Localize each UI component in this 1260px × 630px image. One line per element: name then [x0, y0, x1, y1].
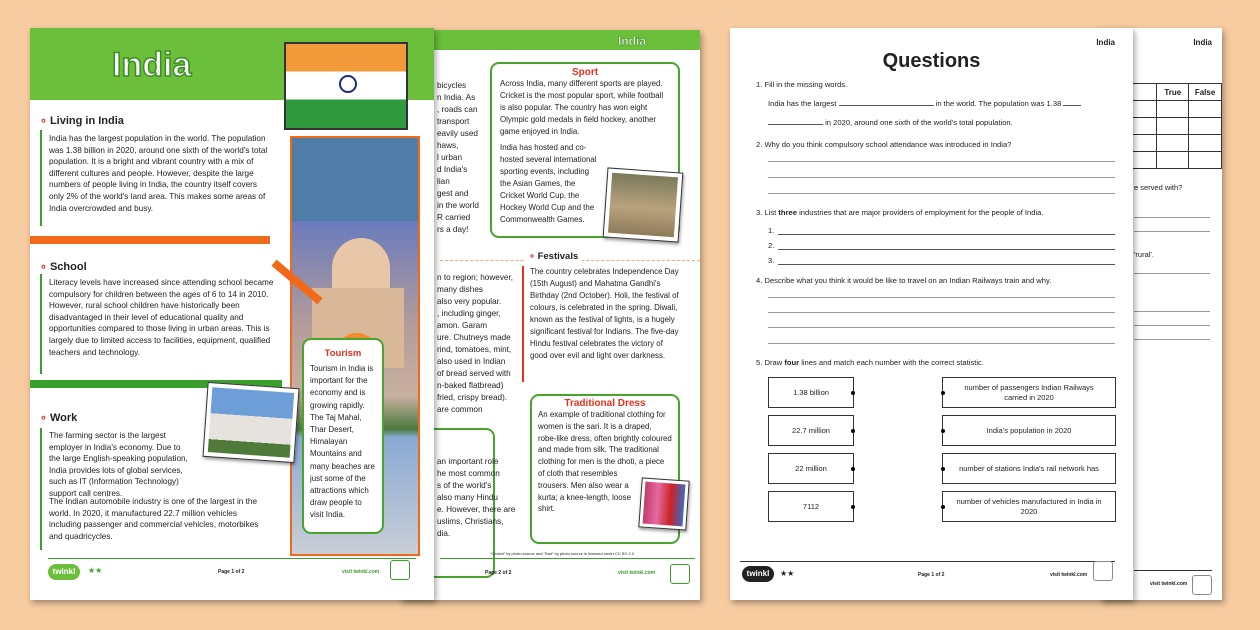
text-line: ure. Chutneys made — [437, 333, 511, 342]
taj-mahal-photo — [202, 382, 299, 463]
work-text-1: The farming sector is the largest employer in India's economy. Due to the large English-speaking population, India provides lots of global services, such as IT (Information Technology) support call centres. — [49, 431, 188, 498]
cricket-photo — [603, 167, 684, 242]
match-statistic-box[interactable]: number of vehicles manufactured in India in 2020 — [942, 491, 1116, 522]
difficulty-stars: ★★ — [780, 569, 795, 578]
question-1: 1. Fill in the missing words. — [756, 80, 848, 89]
footer-site[interactable]: visit twinkl.com — [1050, 572, 1088, 578]
text-line: n India. As — [437, 93, 476, 102]
quality-badge — [1093, 561, 1113, 581]
text-line: many dishes — [437, 285, 483, 294]
page-header: India — [1096, 38, 1115, 47]
sport-text: India has hosted and co-hosted several international sporting events, including the Asian Games, the Cricket World Cup, the Hockey World Cup and the Commonwealth Games. — [500, 143, 597, 224]
religion-text-fragment — [437, 456, 515, 540]
text-line: s of the world's — [437, 481, 492, 490]
question-1-sentence-2: in 2020, around one sixth of the world's total population. — [768, 118, 1013, 127]
text-line: lian — [437, 177, 450, 186]
sport-heading: Sport — [571, 67, 599, 78]
text-line: n-baked flatbread) — [437, 381, 504, 390]
text-line: n to region; however, — [437, 273, 514, 282]
tourism-box — [302, 338, 384, 534]
dress-heading: Traditional Dress — [564, 398, 646, 409]
quality-badge — [390, 560, 410, 580]
text-line: are common — [437, 405, 483, 414]
col-false: False — [1189, 84, 1222, 101]
true-false-table[interactable] — [1130, 83, 1222, 169]
sari-photo — [638, 477, 689, 530]
footer-site[interactable]: visit twinkl.com — [342, 569, 380, 575]
text-line: amon. Garam — [437, 321, 488, 330]
text-line: rs a day! — [437, 225, 469, 234]
info-page-2 — [400, 30, 700, 600]
blank-field[interactable] — [1063, 105, 1081, 106]
text-line: rind, tomatoes, mint, — [437, 345, 512, 354]
answer-lines[interactable] — [1134, 298, 1210, 340]
quality-badge — [670, 564, 690, 584]
match-statistic-box[interactable]: number of passengers Indian Railways carried in 2020 — [942, 377, 1116, 408]
twinkl-logo[interactable]: twinkl — [742, 566, 774, 582]
text-line: l urban — [437, 153, 463, 162]
living-text: India has the largest population in the world. The population was 1.38 billion in 2020, around one sixth of the world's total population. It is a bright and vibrant country with a mix of different cultures and people. However, despite the large numbers of people living in India, the country itself covers only 2% of the world's land area. This makes some areas of India overcrowded and busy. — [49, 134, 268, 213]
dress-text-wrap — [532, 409, 678, 515]
text-line: fried, crispy bread). — [437, 393, 508, 402]
match-number-box[interactable]: 22 million — [768, 453, 854, 484]
info-page-1 — [30, 28, 434, 600]
text-line: transport — [437, 117, 470, 126]
question-1-sentence: India has the largest in the world. The population was 1.38 — [768, 99, 1081, 108]
question-fragment: e served with? — [1134, 183, 1183, 192]
text-line: , roads can — [437, 105, 478, 114]
question-fragment: 'rural'. — [1134, 250, 1154, 259]
difficulty-stars: ★★ — [88, 566, 103, 575]
answer-lines[interactable] — [1134, 204, 1210, 232]
page-number: Page 1 of 2 — [218, 569, 245, 575]
page-header: India — [618, 34, 647, 48]
work-text-2: The Indian automobile industry is one of the largest in the world. In 2020, it manufactured 22.7 million vehicles including passenger and commercial vehicles, motorbikes and quadricycles. — [49, 497, 259, 541]
text-line: R carried — [437, 213, 471, 222]
page-title: India — [112, 46, 192, 84]
dress-text: An example of traditional clothing for women is the sari. It is a draped, robe-like dress, often brightly coloured and made from silk. The traditional clothing for men is the dhoti, a piece of cloth that resembles trousers. Men also wear a kurta; a knee-length, loose shirt. — [538, 410, 672, 514]
match-number-box[interactable]: 7112 — [768, 491, 854, 522]
match-number-box[interactable]: 22.7 million — [768, 415, 854, 446]
answer-lines[interactable] — [1134, 260, 1210, 274]
text-line: in the world — [437, 201, 479, 210]
work-heading: ∘ Work — [40, 412, 78, 424]
page-header: India — [1193, 38, 1212, 47]
page-number: Page 1 of 2 — [918, 572, 945, 578]
text-line: d India's — [437, 165, 468, 174]
footer-site[interactable]: visit twinkl.com — [618, 570, 656, 576]
text-line: also many Hindu — [437, 493, 498, 502]
page-title: Questions — [882, 50, 981, 72]
text-line: e. However, there are — [437, 505, 516, 514]
india-flag — [284, 42, 408, 130]
text-line: an important role — [437, 457, 499, 466]
match-number-box[interactable]: 1.38 billion — [768, 377, 854, 408]
footer-site[interactable]: visit twinkl.com — [1150, 581, 1188, 587]
living-heading: ∘ Living in India — [40, 115, 124, 127]
answer-lines[interactable] — [768, 284, 1115, 344]
ashoka-chakra-icon — [339, 75, 357, 93]
question-3: 3. List three industries that are major providers of employment for the people of India. — [756, 208, 1044, 217]
text-line: bicycles — [437, 81, 467, 90]
text-line: of bread served with — [437, 369, 511, 378]
festivals-text: The country celebrates Independence Day (15th August) and Mahatma Gandhi's Birthday (2nd October). Holi, the festival of colours, is celebrated in the spring. Diwali, known as the festival of lights, is a hugely significant festival for Indians. The five-day Hindu festival celebrates the victory of good over evil and light over darkness. — [530, 267, 679, 360]
quality-badge — [1192, 575, 1212, 595]
answer-lines[interactable] — [768, 148, 1115, 194]
text-line: also used in Indian — [437, 357, 506, 366]
sport-text: Across India, many different sports are played. Cricket is the most popular sport, while football is also popular. The country has won eight Olympic gold medals in field hockey, another game enjoyed in India. — [500, 79, 664, 136]
photo-credit[interactable]: “Cricket” by photo source and “Sari” by photo source is licensed under CC BY 2.0 — [490, 551, 634, 556]
twinkl-logo[interactable]: twinkl — [48, 564, 80, 580]
text-line: haws, — [437, 141, 459, 150]
page-number: Page 2 of 2 — [485, 570, 512, 576]
blank-field[interactable] — [839, 105, 934, 106]
text-line: he most common — [437, 469, 500, 478]
match-statistic-box[interactable]: India's population in 2020 — [942, 415, 1116, 446]
traditional-dress-box — [530, 394, 680, 544]
transport-text-fragment — [437, 80, 479, 236]
question-5: 5. Draw four lines and match each number with the correct statistic. — [756, 358, 984, 367]
school-text: Literacy levels have increased since attending school became compulsory for children between the ages of 6 to 14 in 2010. However, rural school children have historically been disadvantaged in their level of educational quality and opportunities compared to those living in urban areas. This is largely due to limited access to facilities, equipment, qualified teachers and technology. — [49, 278, 274, 357]
blank-field[interactable] — [768, 124, 823, 125]
text-line: also very popular. — [437, 297, 502, 306]
col-true: True — [1157, 84, 1189, 101]
text-line: gest and — [437, 189, 469, 198]
tourism-heading: Tourism — [324, 348, 362, 359]
match-statistic-box[interactable]: number of stations India's rail network has — [942, 453, 1116, 484]
text-line: uslims, Christians, — [437, 517, 504, 526]
question-2: 2. Why do you think compulsory school attendance was introduced in India? — [756, 140, 1012, 149]
text-line: , including ginger, — [437, 309, 501, 318]
text-line: eavily used — [437, 129, 478, 138]
tourism-text: Tourism in India is important for the economy and is growing rapidly. The Taj Mahal, Thar Desert, Himalayan Mountains and many beaches are just some of the attractions which draw people to visit India. — [310, 364, 375, 520]
answer-list[interactable]: 1. 2. 3. — [768, 220, 1115, 265]
food-text-fragment — [437, 272, 513, 416]
worksheet-page-1 — [730, 28, 1133, 600]
question-4: 4. Describe what you think it would be like to travel on an Indian Railways train and why. — [756, 276, 1052, 285]
school-heading: ∘ School — [40, 261, 87, 273]
festivals-heading: ∘ Festivals — [525, 251, 582, 262]
text-line: dia. — [437, 529, 451, 538]
